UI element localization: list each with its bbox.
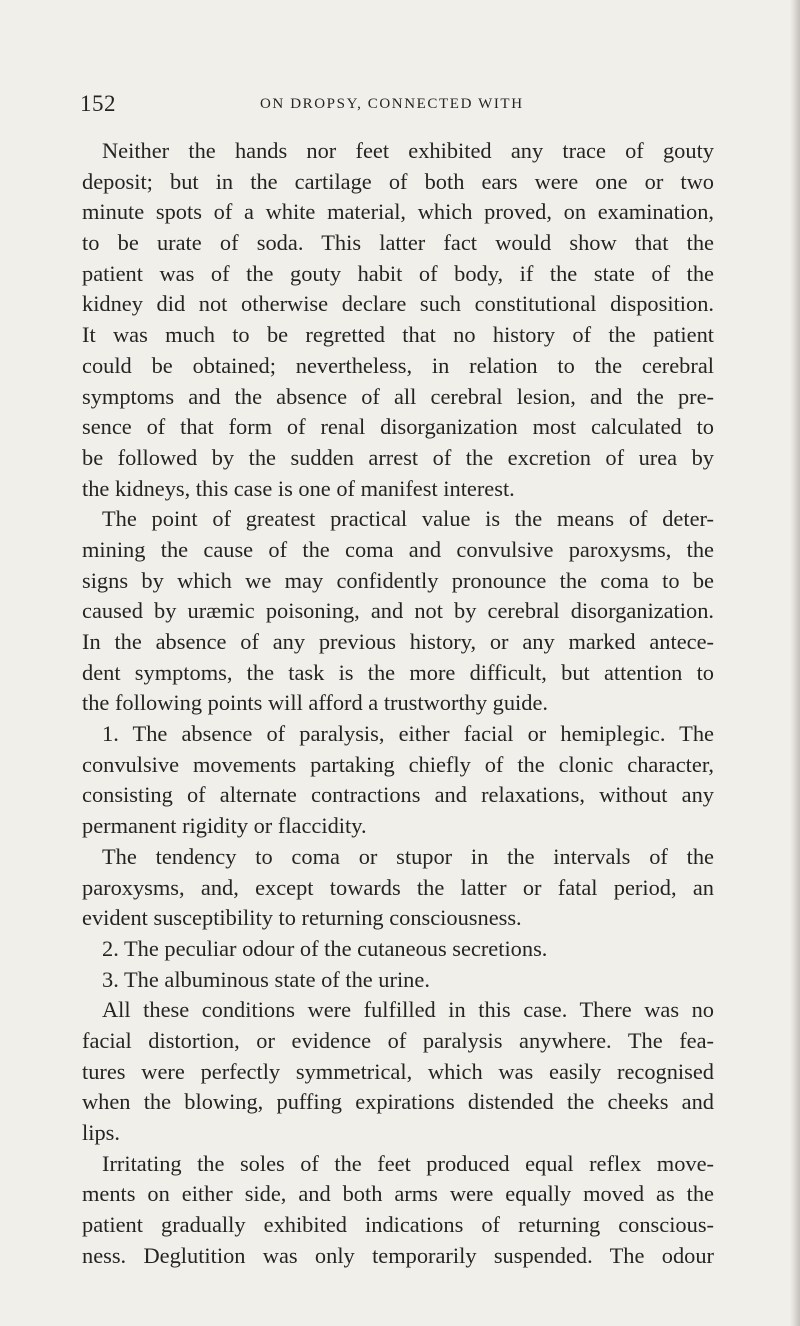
text-line: signs by which we may confidently pronounce the coma to be [82, 567, 714, 593]
text-line: patient gradually exhibited indications of returning conscious- [82, 1212, 714, 1238]
text-line: be followed by the sudden arrest of the excretion of urea by [82, 444, 714, 470]
text-line: dent symptoms, the task is the more difficult, but attention to [82, 659, 714, 685]
text-line: the kidneys, this case is one of manifest interest. [82, 475, 515, 501]
text-line: tures were perfectly symmetrical, which was easily recognised [82, 1058, 714, 1084]
text-line: 2. The peculiar odour of the cutaneous secretions. [102, 935, 548, 961]
text-line: minute spots of a white material, which proved, on examination, [82, 199, 714, 225]
text-line: sence of that form of renal disorganization most calculated to [82, 414, 714, 440]
text-line: evident susceptibility to returning consciousness. [82, 905, 522, 931]
text-line: ness. Deglutition was only temporarily suspended. The odour [82, 1242, 714, 1268]
text-line: ments on either side, and both arms were equally moved as the [82, 1181, 714, 1207]
text-line: 1. The absence of paralysis, either facial or hemiplegic. The [102, 721, 714, 747]
text-line: patient was of the gouty habit of body, if the state of the [82, 260, 714, 286]
text-line: 3. The albuminous state of the urine. [102, 966, 430, 992]
text-line: All these conditions were fulfilled in this case. There was no [102, 997, 714, 1023]
text-line: deposit; but in the cartilage of both ears were one or two [82, 168, 714, 194]
text-line: permanent rigidity or flaccidity. [82, 813, 367, 839]
text-line: when the blowing, puffing expirations distended the cheeks and [82, 1089, 714, 1115]
body-text [82, 136, 714, 1271]
text-line: caused by uræmic poisoning, and not by cerebral disorganization. [82, 598, 714, 624]
page-number: 152 [80, 91, 116, 116]
text-line: convulsive movements partaking chiefly of the clonic character, [82, 751, 714, 777]
text-line: could be obtained; nevertheless, in relation to the cerebral [82, 352, 714, 378]
page-edge-shadow [790, 0, 800, 1326]
text-line: the following points will afford a trustworthy guide. [82, 690, 548, 716]
text-line: lips. [82, 1120, 120, 1145]
running-head: ON DROPSY, CONNECTED WITH [260, 96, 524, 112]
text-line: It was much to be regretted that no history of the patient [82, 322, 714, 348]
text-line: kidney did not otherwise declare such constitutional disposition. [82, 291, 714, 317]
text-line: facial distortion, or evidence of paralysis anywhere. The fea- [82, 1027, 714, 1053]
text-line: to be urate of soda. This latter fact would show that the [82, 230, 714, 256]
text-line: Neither the hands nor feet exhibited any trace of gouty [102, 138, 714, 163]
text-line: paroxysms, and, except towards the latter or fatal period, an [82, 874, 714, 900]
text-line: In the absence of any previous history, or any marked antece- [82, 629, 714, 654]
text-line: The point of greatest practical value is the means of deter- [102, 506, 714, 532]
text-line: consisting of alternate contractions and relaxations, without any [82, 782, 714, 808]
text-line: mining the cause of the coma and convulsive paroxysms, the [82, 536, 714, 562]
text-line: symptoms and the absence of all cerebral lesion, and the pre- [82, 383, 714, 409]
text-line: The tendency to coma or stupor in the intervals of the [102, 843, 714, 869]
page-header [80, 91, 720, 121]
text-line: Irritating the soles of the feet produced equal reflex move- [102, 1150, 714, 1176]
